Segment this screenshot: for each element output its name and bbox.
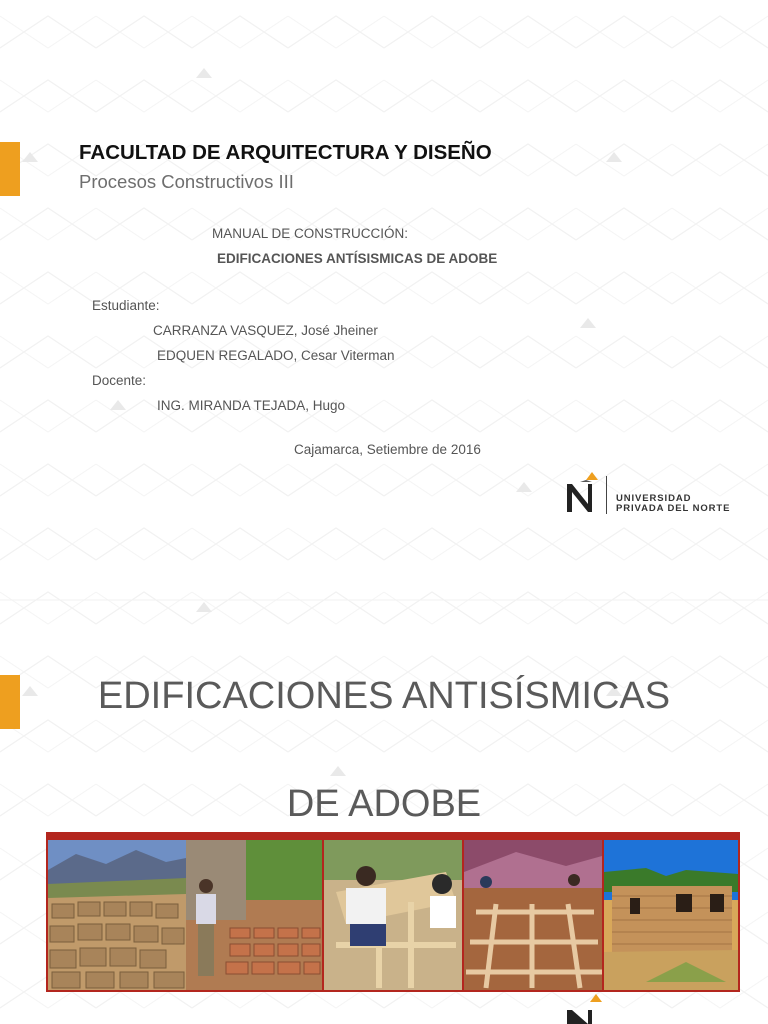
manual-title: EDIFICACIONES ANTÍSISMICAS DE ADOBE	[217, 251, 498, 266]
logo-line-1: UNIVERSIDAD	[616, 493, 692, 504]
place-date: Cajamarca, Setiembre de 2016	[294, 442, 481, 457]
cover-slide	[0, 600, 768, 1024]
upn-n-logo-icon	[564, 994, 614, 1024]
manual-label: MANUAL DE CONSTRUCCIÓN:	[212, 226, 409, 241]
upn-n-logo-icon	[564, 472, 600, 514]
course-subtitle: Procesos Constructivos III	[79, 171, 294, 192]
photo-strip	[46, 832, 740, 992]
student-name: EDQUEN REGALADO, Cesar Viterman	[157, 348, 395, 363]
logo-divider	[606, 476, 607, 514]
student-label: Estudiante:	[92, 298, 160, 313]
adobe-house-photo	[604, 840, 738, 990]
adobe-bricks-drying-photo	[48, 840, 322, 990]
workers-assembling-frame-photo	[324, 840, 462, 990]
faculty-title: FACULTAD DE ARQUITECTURA Y DISEÑO	[79, 141, 492, 164]
logo-text	[616, 494, 730, 514]
logo-line-2: PRIVADA DEL NORTE	[616, 503, 731, 514]
cover-title-line-1: EDIFICACIONES ANTISÍSMICAS	[97, 675, 671, 717]
cover-title-line-2: DE ADOBE	[286, 783, 482, 825]
university-logo	[564, 462, 754, 516]
teacher-name: ING. MIRANDA TEJADA, Hugo	[157, 398, 346, 413]
student-name: CARRANZA VASQUEZ, José Jheiner	[153, 323, 378, 338]
accent-bar	[0, 142, 20, 196]
wooden-frame-construction-photo	[464, 840, 602, 990]
teacher-label: Docente:	[92, 373, 147, 388]
